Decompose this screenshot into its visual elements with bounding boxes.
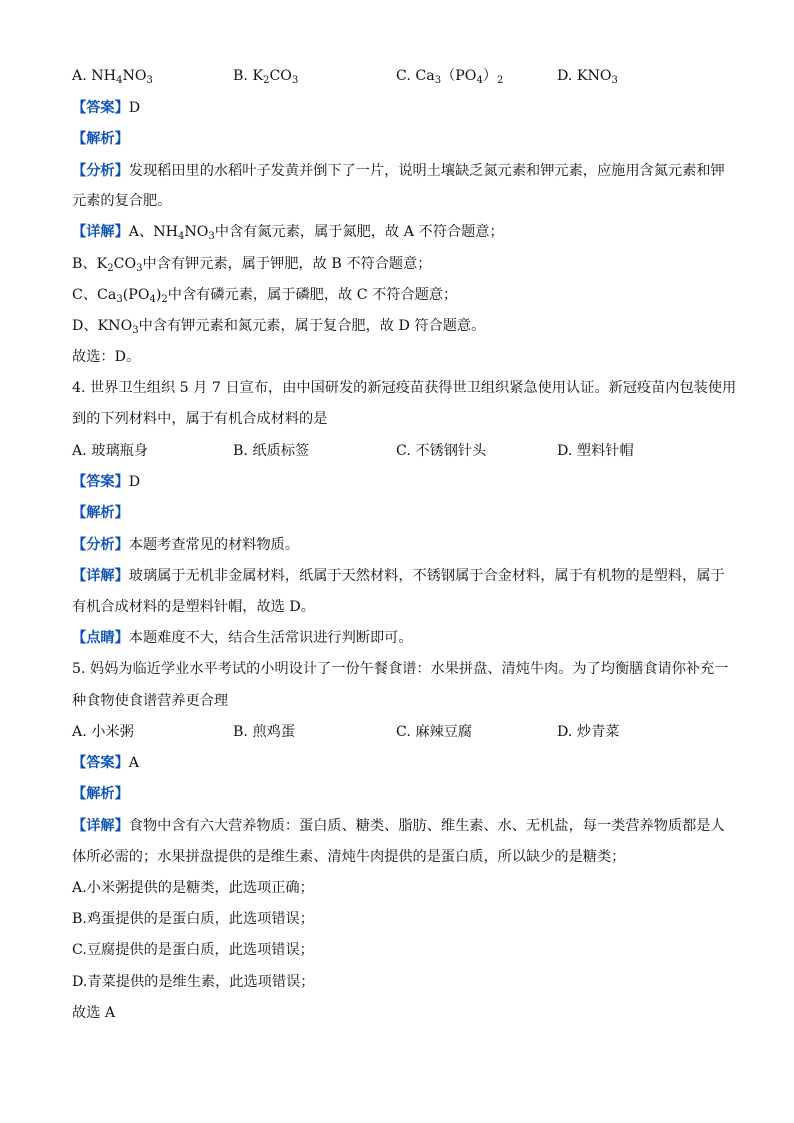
q5-option-a: A. 小米粥 [72,724,134,740]
q3-detail-c: C、$Ca_3(PO_4)_2$中含有磷元素，属于磷肥，故 C 不符合题意； [72,287,458,305]
q4-detail-line1: 【详解】玻璃属于无机非金属材料，纸属于天然材料，不锈钢属于合金材料，属于有机物的是塑料，属于 [72,568,725,584]
q3-option-c: C. $Ca_3(PO_4)_2$ [396,68,504,86]
q5-answer: 【答案】A [72,755,140,771]
q4-option-b: B. 纸质标签 [233,443,310,459]
q5-analysis-heading: 【解析】 [72,786,129,802]
q4-stem-line2: 到的下列材料中，属于有机合成材料的是 [72,411,328,427]
q5-stem-line2: 种食物使食谱营养更合理 [72,693,229,709]
q3-detail-a: 【详解】A、$NH_4NO_3$中含有氮元素，属于氮肥，故 A 不符合题意； [72,224,504,242]
q5-option-d: D. 炒青菜 [557,724,620,740]
q3-answer: 【答案】D [72,100,141,116]
q3-detail-d: D、$KNO_3$中含有钾元素和氮元素，属于复合肥，故 D 符合题意。 [72,318,486,336]
q4-option-c: C. 不锈钢针头 [396,443,487,459]
q5-item-c: C.豆腐提供的是蛋白质，此选项错误； [72,942,314,958]
q4-analysis-heading: 【解析】 [72,505,129,521]
q5-detail-line2: 体所必需的；水果拼盘提供的是维生素、清炖牛肉提供的是蛋白质，所以缺少的是糖类； [72,849,626,865]
q5-item-a: A.小米粥提供的是糖类，此选项正确； [72,880,314,896]
q4-stem-line1: 4. 世界卫生组织 5 月 7 日宣布，由中国研发的新冠疫苗获得世卫组织紧急使用认证。新冠疫苗内包装使用 [72,380,737,396]
q5-conclusion: 故选 A [72,1005,116,1021]
q3-conclusion: 故选：D。 [72,349,141,365]
q4-dianjing: 【点睛】本题难度不大，结合生活常识进行判断即可。 [72,630,413,646]
q5-detail-line1: 【详解】食物中含有六大营养物质：蛋白质、糖类、脂肪、维生素、水、无机盐，每一类营养物质都是人 [72,818,725,834]
q4-fenxi: 【分析】本题考查常见的材料物质。 [72,537,300,553]
q3-option-b: B. $K_2CO_3$ [233,68,299,86]
q4-option-a: A. 玻璃瓶身 [72,443,149,459]
q4-option-d: D. 塑料针帽 [557,443,634,459]
q5-option-b: B. 煎鸡蛋 [233,724,296,740]
q3-fenxi-line1: 【分析】发现稻田里的水稻叶子发黄并倒下了一片，说明土壤缺乏氮元素和钾元素，应施用含氮元素和钾 [72,163,725,179]
q3-option-d: D. $KNO_3$ [557,68,618,86]
q3-fenxi-line2: 元素的复合肥。 [72,193,172,209]
q4-detail-line2: 有机合成材料的是塑料针帽，故选 D。 [72,599,315,615]
q5-option-c: C. 麻辣豆腐 [396,724,473,740]
q5-item-b: B.鸡蛋提供的是蛋白质，此选项错误； [72,911,314,927]
q3-analysis-heading: 【解析】 [72,131,129,147]
q3-option-a: A. $NH_4NO_3$ [72,68,153,86]
q5-item-d: D.青菜提供的是维生素，此选项错误； [72,974,315,990]
q5-stem-line1: 5. 妈妈为临近学业水平考试的小明设计了一份午餐食谱：水果拼盘、清炖牛肉。为了均衡膳食请你补充一 [72,661,729,677]
q4-answer: 【答案】D [72,474,141,490]
q3-detail-b: B、$K_2CO_3$中含有钾元素，属于钾肥，故 B 不符合题意； [72,256,432,274]
